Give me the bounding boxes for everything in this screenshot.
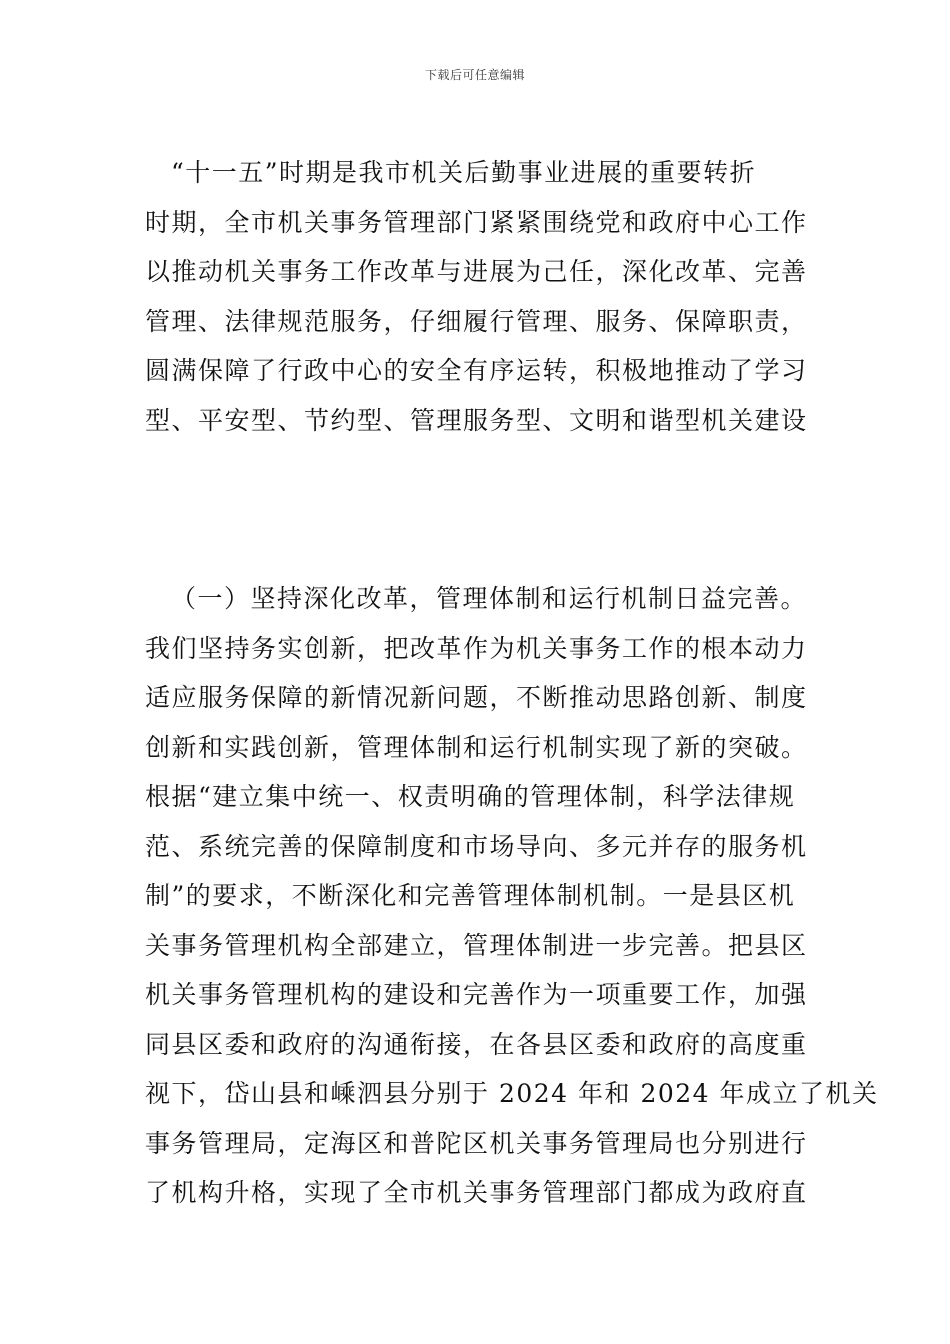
text-line: 根据“建立集中统一、权责明确的管理体制，科学法律规 [145, 782, 796, 811]
text-line: 关事务管理机构全部建立，管理体制进一步完善。把县区 [145, 930, 808, 960]
text-line: 事务管理局，定海区和普陀区机关事务管理局也分别进行 [145, 1128, 808, 1158]
text-line: 同县区委和政府的沟通衔接，在各县区委和政府的高度重 [145, 1029, 808, 1059]
section-heading-line: （一）坚持深化改革，管理体制和运行机制日益完善。 [171, 584, 808, 613]
text-line: 管理、法律规范服务，仔细履行管理、服务、保障职责， [145, 306, 808, 336]
text-line: 机关事务管理机构的建设和完善作为一项重要工作，加强 [145, 980, 808, 1009]
paragraph-intro [145, 148, 825, 445]
text-line: 型、平安型、节约型、管理服务型、文明和谐型机关建设 [145, 405, 808, 435]
page-header: 下载后可任意编辑 [424, 68, 525, 82]
text-line: 圆满保障了行政中心的安全有序运转，积极地推动了学习 [145, 356, 808, 385]
text-line: 范、系统完善的保障制度和市场导向、多元并存的服务机 [145, 831, 808, 861]
text-line: “十一五”时期是我市机关后勤事业进展的重要转折 [171, 158, 757, 187]
text-line: 以推动机关事务工作改革与进展为己任，深化改革、完善 [145, 257, 808, 286]
text-line: 时期，全市机关事务管理部门紧紧围绕党和政府中心工作 [145, 207, 808, 237]
text-line: 制”的要求，不断深化和完善管理体制机制。一是县区机 [145, 881, 796, 910]
text-line: 创新和实践创新，管理体制和运行机制实现了新的突破。 [145, 732, 808, 762]
text-line: 我们坚持务实创新，把改革作为机关事务工作的根本动力 [145, 633, 808, 663]
text-line: 适应服务保障的新情况新问题，不断推动思路创新、制度 [145, 683, 808, 712]
text-line: 视下，岱山县和嵊泗县分别于 2024 年和 2024 年成立了机关 [145, 1079, 879, 1108]
text-line: 了机构升格，实现了全市机关事务管理部门都成为政府直 [145, 1178, 808, 1207]
paragraph-section-one [145, 574, 879, 1218]
